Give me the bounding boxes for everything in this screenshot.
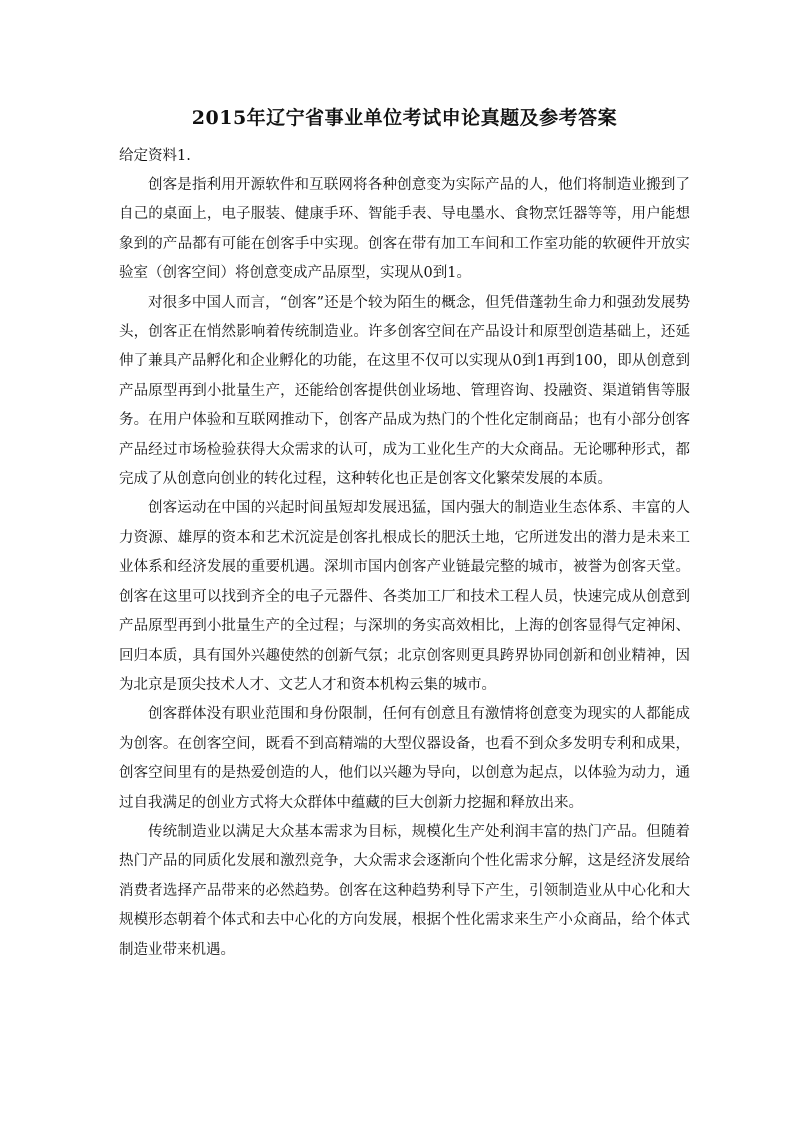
- paragraph-3: 创客运动在中国的兴起时间虽短却发展迅猛，国内强大的制造业生态体系、丰富的人力资源、雄厚的资本和艺术沉淀是创客扎根成长的肥沃土地，它所迸发出的潜力是未来工业体系和经济发展的重要机遇。深圳市国内创客产业链最完整的城市，被誉为创客天堂。创客在这里可以找到齐全的电子元器件、各类加工厂和技术工程人员，快速完成从创意到产品原型再到小批量生产的全过程；与深圳的务实高效相比，上海的创客显得气定神闲、回归本质，具有国外兴趣使然的创新气氛；北京创客则更具跨界协同创新和创业精神，因为北京是顶尖技术人才、文艺人才和资本机构云集的城市。: [119, 500, 690, 693]
- paragraph-1: 创客是指利用开源软件和互联网将各种创意变为实际产品的人，他们将制造业搬到了自己的桌面上，电子服装、健康手环、智能手表、导电墨水、食物烹饪器等等，用户能想象到的产品都有可能在创客手中实现。创客在带有加工车间和工作室功能的软硬件开放实验室（创客空间）将创意变成产品原型，实现从0到1。: [119, 177, 690, 282]
- section-label: 给定资料1.: [119, 148, 191, 164]
- paragraph-2: 对很多中国人而言，“创客”还是个较为陌生的概念，但凭借蓬勃生命力和强劲发展势头，创客正在悄然影响着传统制造业。许多创客空间在产品设计和原型创造基础上，还延伸了兼具产品孵化和企业孵化的功能，在这里不仅可以实现从0到1再到100，即从创意到产品原型再到小批量生产，还能给创客提供创业场地、管理咨询、投融资、渠道销售等服务。在用户体验和互联网推动下，创客产品成为热门的个性化定制商品；也有小部分创客产品经过市场检验获得大众需求的认可，成为工业化生产的大众商品。无论哪种形式，都完成了从创意向创业的转化过程，这种转化也正是创客文化繁荣发展的本质。: [119, 294, 690, 488]
- document-title: 2015年辽宁省事业单位考试申论真题及参考答案: [191, 107, 618, 129]
- paragraph-5: 传统制造业以满足大众基本需求为目标，规模化生产处利润丰富的热门产品。但随着热门产品的同质化发展和激烈竞争，大众需求会逐渐向个性化需求分解，这是经济发展给消费者选择产品带来的必然趋势。创客在这种趋势利导下产生，引领制造业从中心化和大规模形态朝着个体式和去中心化的方向发展，根据个性化需求来生产小众商品，给个体式制造业带来机遇。: [119, 823, 690, 958]
- paragraph-4: 创客群体没有职业范围和身份限制，任何有创意且有激情将创意变为现实的人都能成为创客。在创客空间，既看不到高精端的大型仪器设备，也看不到众多发明专利和成果，创客空间里有的是热爱创造的人，他们以兴趣为导向，以创意为起点，以体验为动力，通过自我满足的创业方式将大众群体中蕴藏的巨大创新力挖掘和释放出来。: [119, 706, 690, 811]
